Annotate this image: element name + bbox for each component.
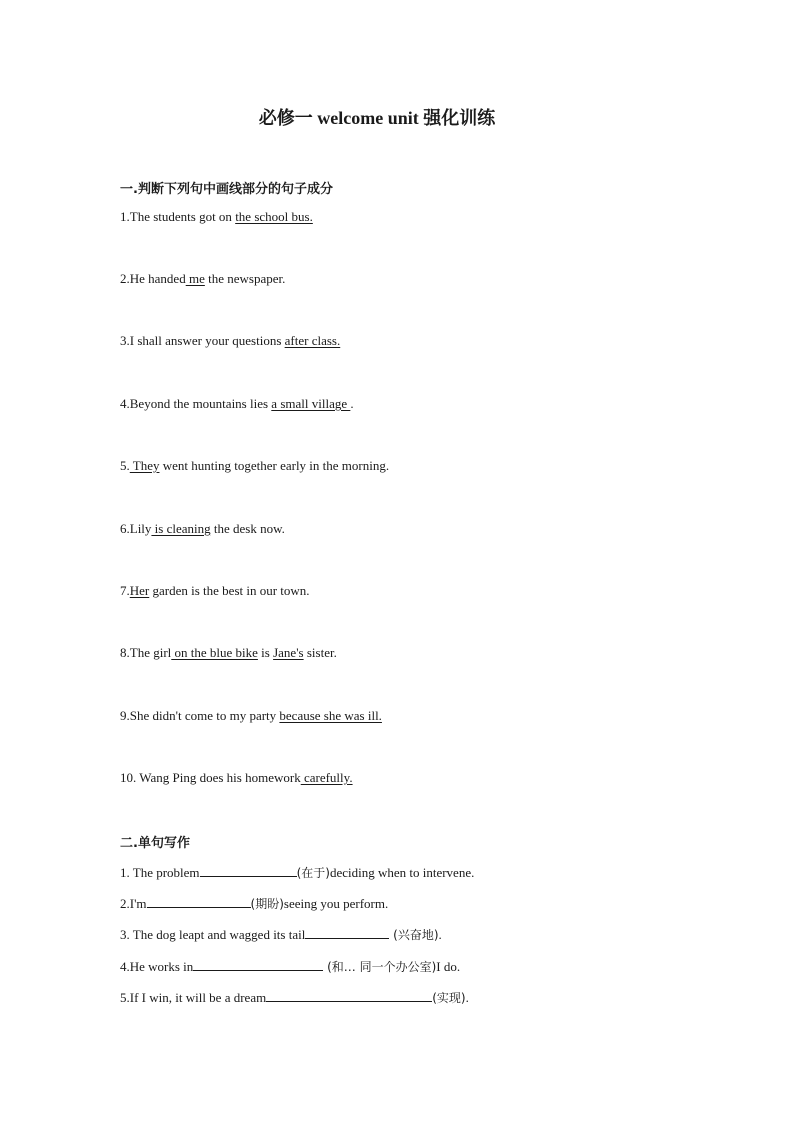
question-2-5 [120, 989, 469, 1006]
question-1-10 [120, 770, 353, 786]
question-text: Wang Ping does his homework [136, 770, 301, 785]
question-2-1 [120, 864, 474, 881]
question-number: 3. [120, 333, 130, 348]
question-text: sister. [303, 645, 337, 660]
question-number: 7. [120, 583, 130, 598]
question-text: garden is the best in our town. [149, 583, 310, 598]
answer-blank[interactable] [193, 958, 323, 971]
question-number: 1. [120, 865, 130, 880]
section-1-heading: 一.判断下列句中画线部分的句子成分 [120, 182, 333, 197]
question-text: Beyond the mountains lies [129, 396, 272, 411]
question-text: I do. [436, 959, 461, 974]
underlined-part: the school bus. [235, 209, 313, 224]
page-title: 必修一 welcome unit 强化训练 [258, 108, 496, 128]
question-text: She didn't come to my party [129, 708, 280, 723]
question-text: deciding when to intervene. [329, 865, 475, 880]
question-2-3 [120, 926, 442, 943]
section-2-heading: 二.单句写作 [120, 836, 190, 851]
answer-blank[interactable] [200, 864, 297, 877]
question-text: the desk now. [210, 521, 285, 536]
question-number: 8. [120, 645, 130, 660]
underlined-part: They [129, 458, 160, 473]
question-1-7 [120, 583, 310, 599]
question-number: 5. [120, 990, 130, 1005]
question-text: . [350, 396, 354, 411]
underlined-part: because she was ill. [279, 708, 382, 723]
underlined-part: Jane's [273, 645, 304, 660]
question-1-5 [120, 458, 389, 474]
question-2-4 [120, 958, 460, 975]
question-number: 1. [120, 209, 130, 224]
question-number: 6. [120, 521, 130, 536]
question-number: 4. [120, 396, 130, 411]
question-1-6 [120, 521, 285, 537]
question-text: went hunting together early in the morning. [159, 458, 390, 473]
underlined-part: me [185, 271, 205, 286]
question-number: 2. [120, 271, 130, 286]
chinese-hint: (兴奋地) [389, 928, 439, 942]
underlined-part: is cleaning [151, 521, 211, 536]
question-number: 3. [120, 927, 130, 942]
question-text: He works in [129, 959, 194, 974]
answer-blank[interactable] [147, 895, 251, 908]
underlined-part: Her [129, 583, 150, 598]
question-1-3 [120, 333, 340, 349]
chinese-hint: (实现) [432, 991, 466, 1005]
question-number: 2. [120, 896, 130, 911]
question-1-8 [120, 645, 337, 661]
question-text: Lily [129, 521, 152, 536]
question-text: I shall answer your questions [129, 333, 285, 348]
question-text: . [465, 990, 469, 1005]
question-text: seeing you perform. [283, 896, 389, 911]
question-text: I'm [129, 896, 147, 911]
question-text: the newspaper. [204, 271, 286, 286]
underlined-part: carefully. [300, 770, 353, 785]
question-text: If I win, it will be a dream [129, 990, 267, 1005]
question-number: 9. [120, 708, 130, 723]
question-text: is [257, 645, 274, 660]
underlined-part: a small village [271, 396, 351, 411]
question-text: . [438, 927, 442, 942]
question-text: The problem [129, 865, 200, 880]
question-2-2 [120, 895, 388, 912]
question-text: The dog leapt and wagged its tail [129, 927, 306, 942]
chinese-hint: (期盼) [250, 897, 284, 911]
question-1-1 [120, 209, 313, 225]
answer-blank[interactable] [305, 926, 389, 939]
chinese-hint: (在于) [296, 866, 330, 880]
question-1-2 [120, 271, 285, 287]
chinese-hint: (和… 同一个办公室) [323, 960, 437, 974]
question-number: 10. [120, 770, 137, 785]
question-number: 5. [120, 458, 130, 473]
question-1-9 [120, 708, 382, 724]
question-text: He handed [129, 271, 186, 286]
underlined-part: on the blue bike [171, 645, 258, 660]
answer-blank[interactable] [266, 989, 432, 1002]
question-text: The girl [129, 645, 172, 660]
question-1-4 [120, 396, 354, 412]
question-text: The students got on [129, 209, 236, 224]
question-number: 4. [120, 959, 130, 974]
underlined-part: after class. [284, 333, 341, 348]
